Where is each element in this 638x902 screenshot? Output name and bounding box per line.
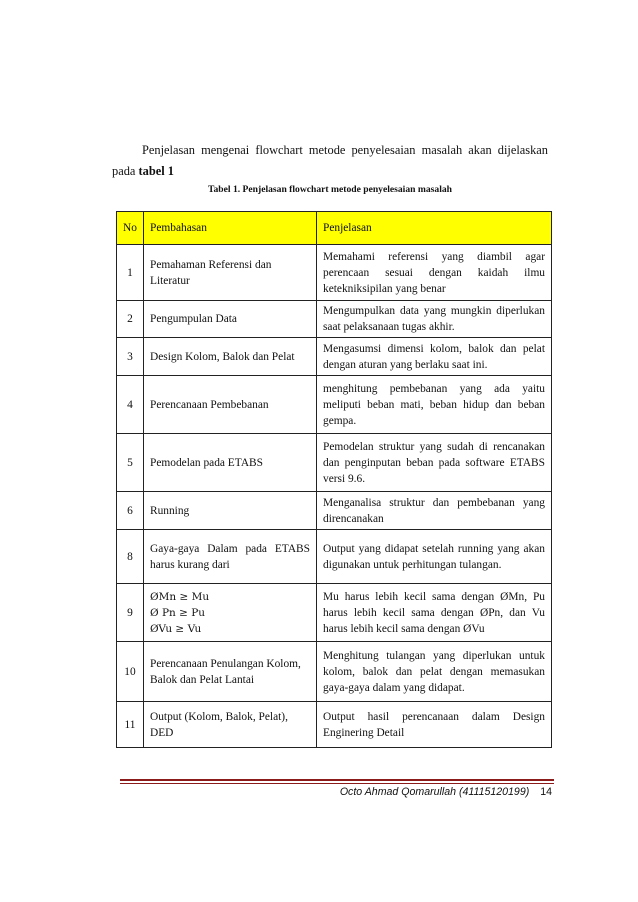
table-caption: Tabel 1. Penjelasan flowchart metode penyelesaian masalah xyxy=(207,184,452,195)
row-penjelasan: Mengasumsi dimensi kolom, balok dan pelat dengan aturan yang berlaku saat ini. xyxy=(317,338,552,376)
row-pembahasan: Output (Kolom, Balok, Pelat), DED xyxy=(144,702,317,748)
page-footer xyxy=(300,786,552,798)
row-no: 9 xyxy=(117,584,144,642)
row-no: 5 xyxy=(117,434,144,492)
row-no: 3 xyxy=(117,338,144,376)
row-pembahasan: Gaya-gaya Dalam pada ETABS harus kurang dari xyxy=(144,530,317,584)
row-penjelasan: Menganalisa struktur dan pembebanan yang direncanakan xyxy=(317,492,552,530)
table-row xyxy=(117,584,552,642)
table-row xyxy=(117,492,552,530)
row-penjelasan: Output yang didapat setelah running yang akan digunakan untuk perhitungan tulangan. xyxy=(317,530,552,584)
header-pembahasan: Pembahasan xyxy=(144,212,317,245)
table-reference: tabel 1 xyxy=(138,164,174,178)
row-penjelasan: menghitung pembebanan yang ada yaitu meliputi beban mati, beban hidup dan beban gempa. xyxy=(317,376,552,434)
header-penjelasan: Penjelasan xyxy=(317,212,552,245)
table-row xyxy=(117,338,552,376)
table-row xyxy=(117,434,552,492)
row-no: 6 xyxy=(117,492,144,530)
table-row xyxy=(117,642,552,702)
intro-paragraph xyxy=(112,140,548,182)
intro-line-2 xyxy=(112,164,174,178)
intro-line-1: Penjelasan mengenai flowchart metode penyelesaian masalah akan dijelaskan xyxy=(142,143,548,157)
formula-moment: ØMn ≥ Mu xyxy=(150,590,210,603)
table-header-row xyxy=(117,212,552,245)
table-row xyxy=(117,245,552,301)
intro-line-2-prefix: pada xyxy=(112,164,139,178)
table-row xyxy=(117,376,552,434)
row-no: 1 xyxy=(117,245,144,301)
row-pembahasan: Perencanaan Penulangan Kolom, Balok dan Pelat Lantai xyxy=(144,642,317,702)
footer-author: Octo Ahmad Qomarullah (41115120199) xyxy=(339,786,530,798)
header-no: No xyxy=(117,212,144,245)
flowchart-table xyxy=(116,211,552,748)
row-penjelasan: Mengumpulkan data yang mungkin diperlukan saat pelaksanaan tugas akhir. xyxy=(317,301,552,338)
row-pembahasan: Perencanaan Pembebanan xyxy=(144,376,317,434)
footer-rule-thin xyxy=(120,783,554,784)
row-penjelasan: Mu harus lebih kecil sama dengan ØMn, Pu harus lebih kecil sama dengan ØPn, dan Vu harus lebih kecil sama dengan ØVu xyxy=(317,584,552,642)
table-row xyxy=(117,301,552,338)
row-penjelasan: Memahami referensi yang diambil agar perencaan sesuai dengan kaidah ilmu ketekniksipilan yang benar xyxy=(317,245,552,301)
row-pembahasan: Pengumpulan Data xyxy=(144,301,317,338)
row-pembahasan: Running xyxy=(144,492,317,530)
formula-axial: Ø Pn ≥ Pu xyxy=(150,606,206,619)
row-pembahasan: Pemodelan pada ETABS xyxy=(144,434,317,492)
table-row xyxy=(117,702,552,748)
row-no: 8 xyxy=(117,530,144,584)
footer-rule-thick xyxy=(120,779,554,781)
row-penjelasan: Menghitung tulangan yang diperlukan untuk kolom, balok dan pelat dengan memasukan gaya-gaya dalam yang didapat. xyxy=(317,642,552,702)
row-penjelasan: Output hasil perencanaan dalam Design Enginering Detail xyxy=(317,702,552,748)
row-no: 10 xyxy=(117,642,144,702)
row-pembahasan: Design Kolom, Balok dan Pelat xyxy=(144,338,317,376)
row-no: 11 xyxy=(117,702,144,748)
table-row xyxy=(117,530,552,584)
row-penjelasan: Pemodelan struktur yang sudah di rencanakan dan penginputan beban pada software ETABS versi 9.6. xyxy=(317,434,552,492)
row-no: 4 xyxy=(117,376,144,434)
row-no: 2 xyxy=(117,301,144,338)
formula-shear: ØVu ≥ Vu xyxy=(150,622,202,635)
row-pembahasan: Pemahaman Referensi dan Literatur xyxy=(144,245,317,301)
row-pembahasan-formulas xyxy=(144,584,317,642)
page-number: 14 xyxy=(540,786,552,798)
